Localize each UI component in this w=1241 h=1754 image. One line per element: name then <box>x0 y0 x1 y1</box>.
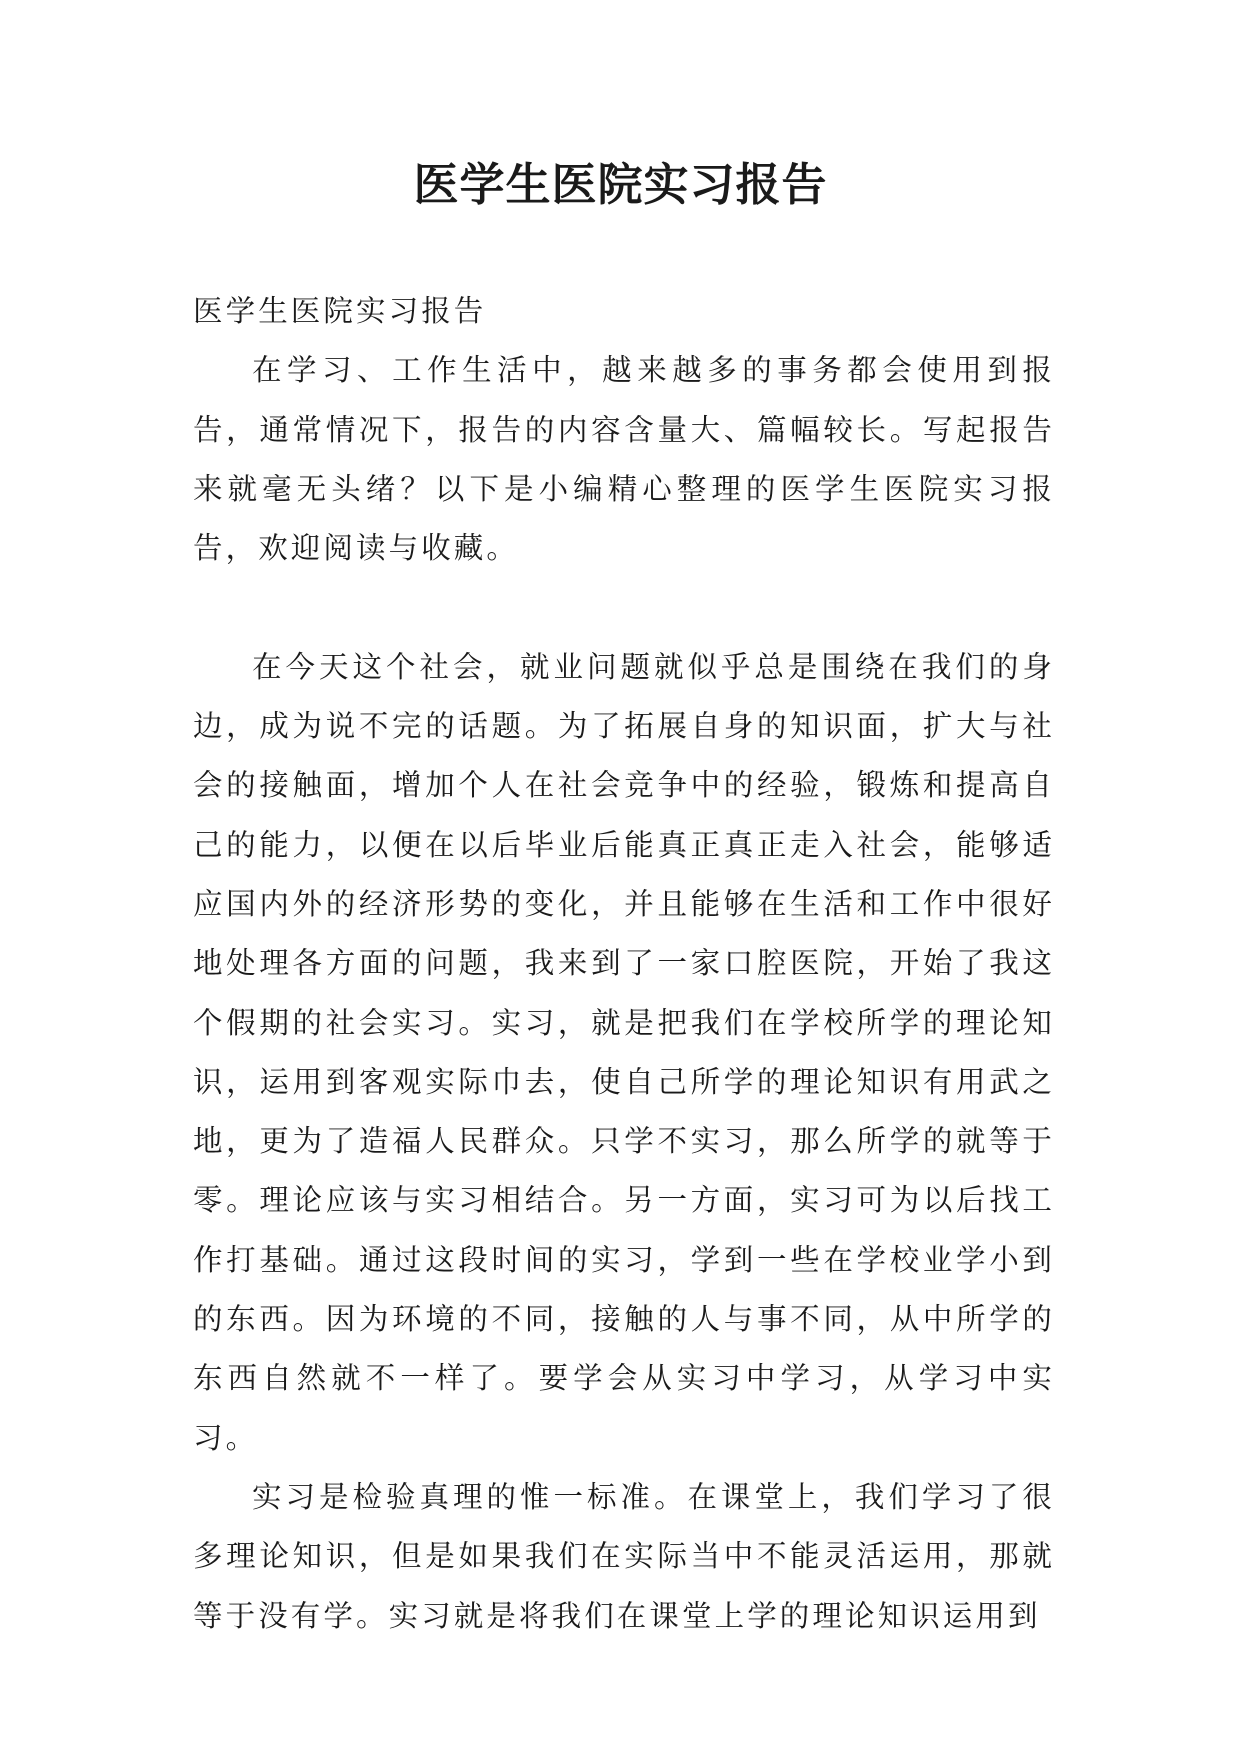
document-body <box>193 282 1055 1646</box>
body-paragraph: 在今天这个社会，就业问题就似乎总是围绕在我们的身边，成为说不完的话题。为了拓展自身的知识面，扩大与社会的接触面，增加个人在社会竞争中的经验，锻炼和提高自己的能力，以便在以后毕业后能真正真正走入社会，能够适应国内外的经济形势的变化，并且能够在生活和工作中很好地处理各方面的问题，我来到了一家口腔医院，开始了我这个假期的社会实习。实习，就是把我们在学校所学的理论知识，运用到客观实际巾去，使自己所学的理论知识有用武之地，更为了造福人民群众。只学不实习，那么所学的就等于零。理论应该与实习相结合。另一方面，实习可为以后找工作打基础。通过这段时间的实习，学到一些在学校业学小到的东西。因为环境的不同，接触的人与事不同，从中所学的东西自然就不一样了。要学会从实习中学习，从学习中实习。 <box>193 649 1055 1455</box>
paragraph-spacer <box>193 578 1055 637</box>
page-title: 医学生医院实习报告 <box>413 158 828 211</box>
body-paragraph: 实习是检验真理的惟一标准。在课堂上，我们学习了很多理论知识，但是如果我们在实际当中不能灵活运用，那就等于没有学。实习就是将我们在课堂上学的理论知识运用到 <box>193 1479 1055 1633</box>
document-subtitle: 医学生医院实习报告 <box>193 294 487 328</box>
intro-paragraph: 在学习、工作生活中，越来越多的事务都会使用到报告，通常情况下，报告的内容含量大、篇幅较长。写起报告来就毫无头绪？以下是小编精心整理的医学生医院实习报告，欢迎阅读与收藏。 <box>193 353 1055 566</box>
